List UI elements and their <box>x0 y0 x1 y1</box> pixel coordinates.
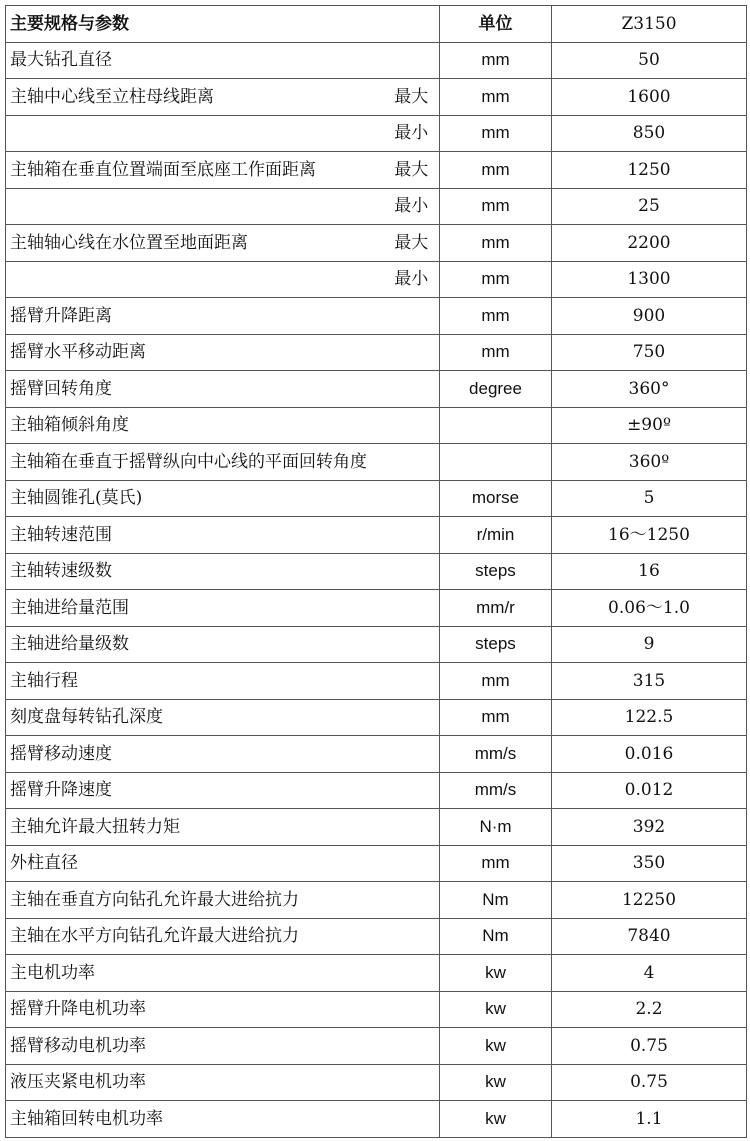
table-row <box>6 480 747 517</box>
param-cell: 最大钻孔直径 <box>6 42 384 79</box>
value-cell: 25 <box>552 188 747 225</box>
unit-cell: steps <box>440 626 552 663</box>
sub-label <box>384 334 440 371</box>
unit-cell: mm <box>440 79 552 116</box>
sub-label <box>384 809 440 846</box>
unit-cell <box>440 407 552 444</box>
value-cell: 7840 <box>552 918 747 955</box>
param-cell: 液压夹紧电机功率 <box>6 1064 384 1101</box>
table-row <box>6 991 747 1028</box>
value-cell: 50 <box>552 42 747 79</box>
table-row <box>6 407 747 444</box>
param-cell: 摇臂回转角度 <box>6 371 384 408</box>
value-cell: 16 <box>552 553 747 590</box>
sub-label <box>384 772 440 809</box>
value-cell: 360º <box>552 444 747 481</box>
value-cell: 0.06～1.0 <box>552 590 747 627</box>
table-row <box>6 1064 747 1101</box>
spec-table <box>5 5 747 1138</box>
value-cell: 750 <box>552 334 747 371</box>
param-cell: 主轴在水平方向钻孔允许最大进给抗力 <box>6 918 384 955</box>
table-row <box>6 188 747 225</box>
sub-label <box>384 298 440 335</box>
table-row <box>6 334 747 371</box>
value-cell: 1600 <box>552 79 747 116</box>
table-row <box>6 663 747 700</box>
param-cell: 主轴进给量范围 <box>6 590 384 627</box>
sub-label <box>384 1028 440 1065</box>
table-row <box>6 590 747 627</box>
value-cell: 1250 <box>552 152 747 189</box>
table-row <box>6 371 747 408</box>
value-cell: 4 <box>552 955 747 992</box>
param-cell: 主轴转速范围 <box>6 517 384 554</box>
param-cell: 主轴行程 <box>6 663 384 700</box>
table-row <box>6 261 747 298</box>
table-row <box>6 736 747 773</box>
unit-cell: mm <box>440 152 552 189</box>
unit-cell: mm <box>440 334 552 371</box>
unit-cell: kw <box>440 991 552 1028</box>
sub-label <box>384 626 440 663</box>
unit-cell: mm <box>440 42 552 79</box>
value-cell: 1.1 <box>552 1101 747 1138</box>
sub-label: 最小 <box>384 115 440 152</box>
table-row <box>6 79 747 116</box>
value-cell: 0.75 <box>552 1064 747 1101</box>
param-cell <box>6 261 384 298</box>
value-cell: 5 <box>552 480 747 517</box>
param-cell: 主轴中心线至立柱母线距离 <box>6 79 384 116</box>
header-row <box>6 6 747 43</box>
unit-cell: Nm <box>440 882 552 919</box>
param-cell: 主轴允许最大扭转力矩 <box>6 809 384 846</box>
sub-label <box>384 736 440 773</box>
value-cell: 900 <box>552 298 747 335</box>
param-cell: 主轴轴心线在水位置至地面距离 <box>6 225 384 262</box>
value-cell: 2200 <box>552 225 747 262</box>
sub-label: 最小 <box>384 188 440 225</box>
param-cell: 刻度盘每转钻孔深度 <box>6 699 384 736</box>
table-row <box>6 152 747 189</box>
unit-cell: morse <box>440 480 552 517</box>
table-row <box>6 444 747 481</box>
param-cell: 主轴箱倾斜角度 <box>6 407 384 444</box>
sub-label <box>384 42 440 79</box>
sub-label <box>384 918 440 955</box>
unit-cell: mm <box>440 188 552 225</box>
param-cell: 摇臂移动速度 <box>6 736 384 773</box>
table-row <box>6 772 747 809</box>
sub-label <box>384 955 440 992</box>
spec-table-body <box>6 6 747 1138</box>
table-row <box>6 1101 747 1138</box>
table-row <box>6 42 747 79</box>
sub-label <box>384 1101 440 1138</box>
unit-cell: mm <box>440 225 552 262</box>
table-row <box>6 553 747 590</box>
param-cell: 主轴在垂直方向钻孔允许最大进给抗力 <box>6 882 384 919</box>
param-cell: 摇臂移动电机功率 <box>6 1028 384 1065</box>
param-cell: 摇臂升降电机功率 <box>6 991 384 1028</box>
value-cell: 0.75 <box>552 1028 747 1065</box>
unit-cell: mm <box>440 699 552 736</box>
unit-cell: steps <box>440 553 552 590</box>
value-cell: 12250 <box>552 882 747 919</box>
param-cell: 摇臂升降距离 <box>6 298 384 335</box>
header-unit: 单位 <box>440 6 552 43</box>
unit-cell: mm/r <box>440 590 552 627</box>
table-row <box>6 517 747 554</box>
param-cell: 主轴转速级数 <box>6 553 384 590</box>
value-cell: 0.012 <box>552 772 747 809</box>
table-row <box>6 845 747 882</box>
param-cell <box>6 115 384 152</box>
value-cell: 122.5 <box>552 699 747 736</box>
unit-cell <box>440 444 552 481</box>
value-cell: 850 <box>552 115 747 152</box>
value-cell: 16～1250 <box>552 517 747 554</box>
sub-label <box>384 407 440 444</box>
unit-cell: kw <box>440 1101 552 1138</box>
param-cell: 摇臂升降速度 <box>6 772 384 809</box>
table-row <box>6 809 747 846</box>
sub-label: 最大 <box>384 152 440 189</box>
value-cell: 360° <box>552 371 747 408</box>
param-cell: 摇臂水平移动距离 <box>6 334 384 371</box>
param-cell: 主轴圆锥孔(莫氏) <box>6 480 384 517</box>
unit-cell: mm <box>440 845 552 882</box>
value-cell: ±90º <box>552 407 747 444</box>
sub-label <box>384 663 440 700</box>
param-cell <box>6 188 384 225</box>
unit-cell: kw <box>440 1064 552 1101</box>
value-cell: 2.2 <box>552 991 747 1028</box>
sub-label <box>384 371 440 408</box>
unit-cell: degree <box>440 371 552 408</box>
unit-cell: N·m <box>440 809 552 846</box>
unit-cell: mm/s <box>440 736 552 773</box>
table-row <box>6 1028 747 1065</box>
unit-cell: r/min <box>440 517 552 554</box>
header-sub <box>384 6 440 43</box>
table-row <box>6 699 747 736</box>
table-row <box>6 298 747 335</box>
sub-label <box>384 991 440 1028</box>
table-row <box>6 918 747 955</box>
sub-label <box>384 699 440 736</box>
unit-cell: mm <box>440 663 552 700</box>
sub-label: 最大 <box>384 225 440 262</box>
param-cell: 主电机功率 <box>6 955 384 992</box>
sub-label: 最小 <box>384 261 440 298</box>
unit-cell: mm <box>440 261 552 298</box>
table-row <box>6 225 747 262</box>
sub-label <box>384 517 440 554</box>
unit-cell: kw <box>440 1028 552 1065</box>
sub-label <box>384 444 440 481</box>
sub-label <box>384 1064 440 1101</box>
param-cell: 主轴箱在垂直于摇臂纵向中心线的平面回转角度 <box>6 444 384 481</box>
sub-label <box>384 845 440 882</box>
value-cell: 350 <box>552 845 747 882</box>
unit-cell: mm/s <box>440 772 552 809</box>
param-cell: 主轴箱在垂直位置端面至底座工作面距离 <box>6 152 384 189</box>
param-cell: 主轴进给量级数 <box>6 626 384 663</box>
sub-label <box>384 590 440 627</box>
header-param: 主要规格与参数 <box>6 6 384 43</box>
table-row <box>6 882 747 919</box>
value-cell: 392 <box>552 809 747 846</box>
unit-cell: mm <box>440 115 552 152</box>
sub-label <box>384 553 440 590</box>
sub-label <box>384 882 440 919</box>
table-row <box>6 955 747 992</box>
header-model: Z3150 <box>552 6 747 43</box>
param-cell: 主轴箱回转电机功率 <box>6 1101 384 1138</box>
table-row <box>6 115 747 152</box>
unit-cell: mm <box>440 298 552 335</box>
value-cell: 9 <box>552 626 747 663</box>
unit-cell: Nm <box>440 918 552 955</box>
value-cell: 1300 <box>552 261 747 298</box>
table-row <box>6 626 747 663</box>
param-cell: 外柱直径 <box>6 845 384 882</box>
value-cell: 315 <box>552 663 747 700</box>
unit-cell: kw <box>440 955 552 992</box>
sub-label: 最大 <box>384 79 440 116</box>
sub-label <box>384 480 440 517</box>
value-cell: 0.016 <box>552 736 747 773</box>
